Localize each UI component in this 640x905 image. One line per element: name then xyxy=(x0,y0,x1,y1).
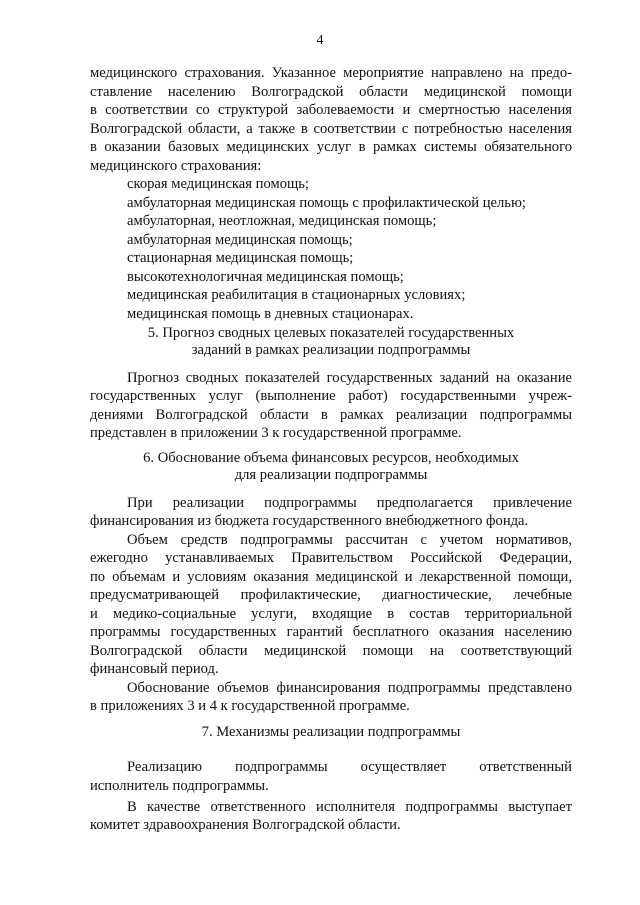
list-item: высокотехнологичная медицинская помощь; xyxy=(127,269,404,285)
text-line: финансирования из бюджета государственного внебюджетного фонда. xyxy=(90,513,529,529)
text-line: Волгоградской области, а также в соответствии с потребностью населения xyxy=(90,121,572,137)
text-line: государственных услуг (выполнение работ) государственными учреж- xyxy=(90,388,572,404)
text-line: предусматривающей профилактические, диагностические, лечебные xyxy=(90,587,572,603)
page-number: 4 xyxy=(316,33,324,48)
text-line: ставление населению Волгоградской области медицинской помощи xyxy=(90,84,572,100)
text-line: Прогноз сводных показателей государственных заданий на оказание xyxy=(127,370,572,386)
text-line: ежегодно устанавливаемых Правительством Российской Федерации, xyxy=(90,550,572,566)
text-line: При реализации подпрограммы предполагается привлечение xyxy=(127,495,572,511)
text-line: комитет здравоохранения Волгоградской области. xyxy=(90,817,401,833)
text-line: и медико-социальные услуги, входящие в состав территориальной xyxy=(90,606,572,622)
text-line: финансовый период. xyxy=(90,661,219,677)
text-line: в приложениях 3 и 4 к государственной программе. xyxy=(90,698,410,714)
text-line: по объемам и условиям оказания медицинской и лекарственной помощи, xyxy=(90,569,572,585)
text-line: Реализацию подпрограммы осуществляет ответственный xyxy=(127,759,572,775)
list-item: скорая медицинская помощь; xyxy=(127,176,309,192)
list-item: амбулаторная медицинская помощь с профилактической целью; xyxy=(127,195,526,211)
section-heading: 6. Обоснование объема финансовых ресурсов, необходимых xyxy=(143,450,519,466)
list-item: амбулаторная медицинская помощь; xyxy=(127,232,353,248)
text-line: Объем средств подпрограммы рассчитан с учетом нормативов, xyxy=(127,532,572,548)
text-line: исполнитель подпрограммы. xyxy=(90,778,269,794)
text-line: представлен в приложении 3 к государственной программе. xyxy=(90,425,462,441)
section-heading: 5. Прогноз сводных целевых показателей государственных xyxy=(147,325,515,341)
list-item: стационарная медицинская помощь; xyxy=(127,250,354,266)
text-line: Обоснование объемов финансирования подпрограммы представлено xyxy=(127,680,572,696)
text-line: В качестве ответственного исполнителя подпрограммы выступает xyxy=(127,799,572,815)
section-heading: для реализации подпрограммы xyxy=(234,467,428,483)
text-line: в оказании базовых медицинских услуг в рамках системы обязательного xyxy=(90,139,572,155)
text-line: программы государственных гарантий бесплатного оказания населению xyxy=(90,624,572,640)
section-heading: заданий в рамках реализации подпрограммы xyxy=(191,342,471,358)
text-line: в соответствии со структурой заболеваемости и смертностью населения xyxy=(90,102,572,118)
list-item: амбулаторная, неотложная, медицинская помощь; xyxy=(127,213,437,229)
text-line: медицинского страхования: xyxy=(90,158,262,174)
text-line: дениями Волгоградской области в рамках реализации подпрограммы xyxy=(90,407,572,423)
list-item: медицинская реабилитация в стационарных условиях; xyxy=(127,287,466,303)
list-item: медицинская помощь в дневных стационарах. xyxy=(127,306,414,322)
text-line: медицинского страхования. Указанное мероприятие направлено на предо- xyxy=(90,65,572,81)
section-heading: 7. Механизмы реализации подпрограммы xyxy=(201,724,461,740)
text-line: Волгоградской области медицинской помощи на соответствующий xyxy=(90,643,572,659)
